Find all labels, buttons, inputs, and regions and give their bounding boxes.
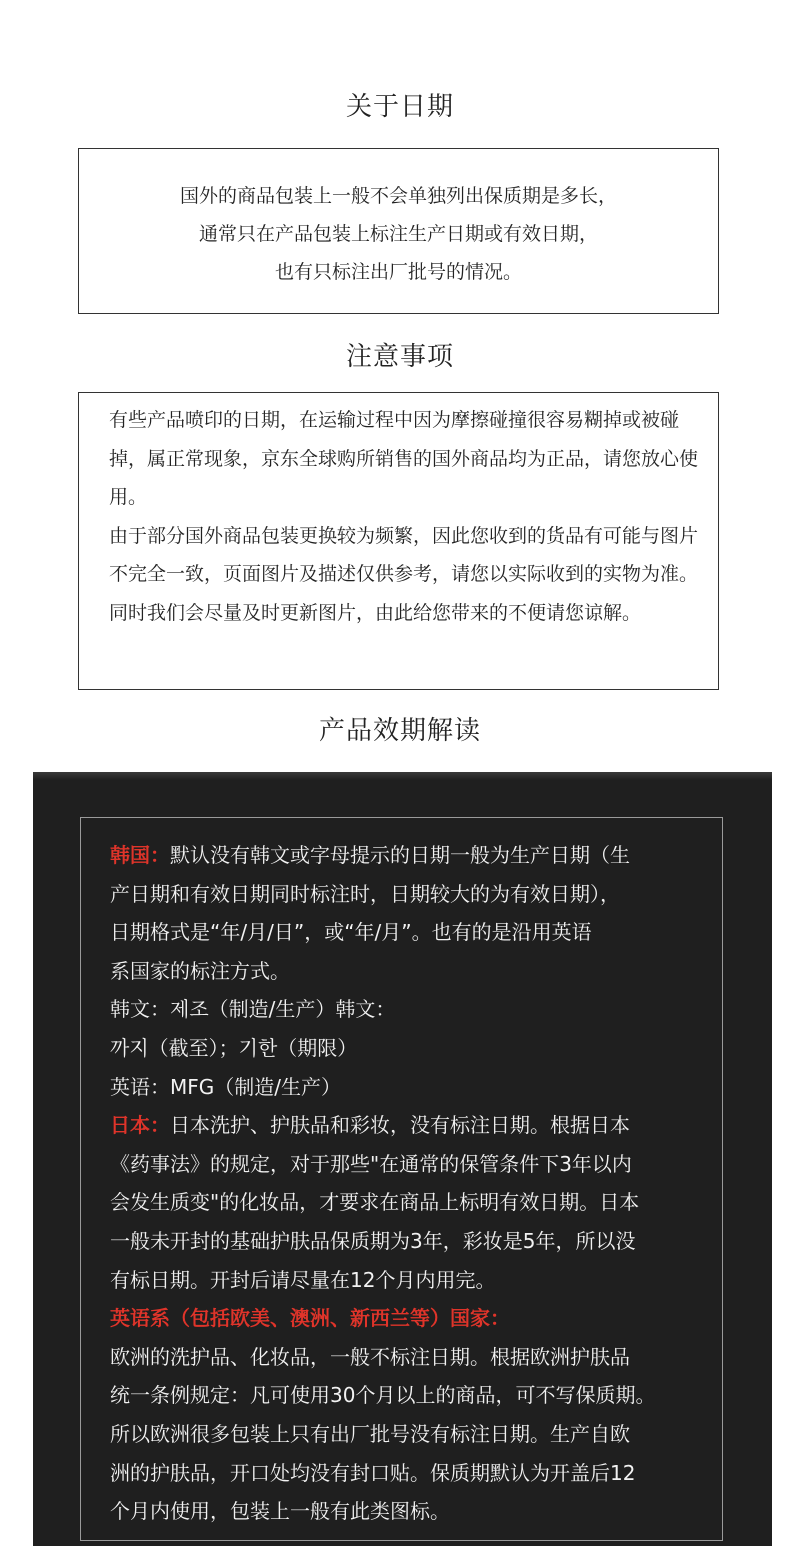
expiry-line [110,1338,722,1377]
expiry-line [110,990,722,1029]
expiry-line [110,1029,722,1068]
section-title-notice: 注意事项 [345,342,454,372]
notice-paragraph: 由于部分国外商品包装更换较为频繁，因此您收到的货品有可能与图片不完全一致，页面图片及描述仅供参考，请您以实际收到的实物为准。同时我们会尽量及时更新图片，由此给您带来的不便请您谅解。 [109,524,699,624]
expiry-line-text: 英语：MFG（制造/生产） [110,1074,341,1099]
expiry-line [110,1492,722,1531]
country-label: 韩国： [110,843,170,867]
expiry-line [110,1068,722,1107]
expiry-line-text: 系国家的标注方式。 [110,958,290,983]
expiry-line-text: 까지（截至）；기한（期限） [110,1035,358,1060]
expiry-explanation-box [80,817,723,1541]
section-title-expiry: 产品效期解读 [318,716,481,746]
notice-paragraph: 有些产品喷印的日期，在运输过程中因为摩擦碰撞很容易糊掉或被碰掉，属正常现象，京东全球购所销售的国外商品均为正品，请您放心使用。 [109,409,699,508]
expiry-line-text: 一般未开封的基础护肤品保质期为3年，彩妆是5年，所以没 [110,1228,636,1253]
expiry-line-text: 欧洲的洗护品、化妆品，一般不标注日期。根据欧洲护肤品 [110,1344,630,1369]
date-info-line: 也有只标注出厂批号的情况。 [274,261,522,283]
expiry-line [110,952,722,991]
notice-box [78,392,719,690]
expiry-line-text: 产日期和有效日期同时标注时，日期较大的为有效日期）， [110,881,620,906]
expiry-line-text: 日期格式是“年/月/日”，或“年/月”。也有的是沿用英语 [110,920,592,945]
expiry-line [110,875,722,914]
expiry-line [110,836,722,875]
expiry-line-text: 韩文：제조（制造/生产）韩文： [110,997,396,1022]
country-label: 日本： [110,1113,170,1138]
expiry-line [110,1145,722,1184]
expiry-line-text: 日本洗护、护肤品和彩妆，没有标注日期。根据日本 [170,1113,630,1138]
expiry-line-text: 所以欧洲很多包装上只有出厂批号没有标注日期。生产自欧 [110,1421,630,1446]
expiry-line [110,1222,722,1261]
expiry-line-text: 统一条例规定：凡可使用30个月以上的商品，可不写保质期。 [110,1383,656,1408]
expiry-line [110,913,722,952]
expiry-line [110,1299,722,1338]
expiry-line-text: 洲的护肤品，开口处均没有封口贴。保质期默认为开盖后12 [110,1460,636,1485]
date-info-line: 国外的商品包装上一般不会单独列出保质期是多长， [179,185,617,207]
country-label: 英语系（包括欧美、澳洲、新西兰等）国家： [110,1306,510,1331]
date-info-line: 通常只在产品包装上标注生产日期或有效日期， [198,223,598,245]
expiry-line-text: 《药事法》的规定，对于那些"在通常的保管条件下3年以内 [110,1151,632,1176]
section-title-date: 关于日期 [345,92,454,122]
expiry-line [110,1376,722,1415]
expiry-line [110,1261,722,1300]
expiry-explanation-panel [33,772,772,1546]
expiry-line-text: 默认没有韩文或字母提示的日期一般为生产日期（生 [170,843,630,867]
expiry-line [110,1454,722,1493]
expiry-line-text: 会发生质变"的化妆品，才要求在商品上标明有效日期。日本 [110,1190,640,1215]
expiry-line [110,1415,722,1454]
expiry-line-text: 个月内使用，包装上一般有此类图标。 [110,1499,450,1524]
expiry-line-text: 有标日期。开封后请尽量在12个月内用完。 [110,1267,496,1292]
expiry-line [110,1106,722,1145]
expiry-line [110,1183,722,1222]
date-info-box [78,148,719,314]
